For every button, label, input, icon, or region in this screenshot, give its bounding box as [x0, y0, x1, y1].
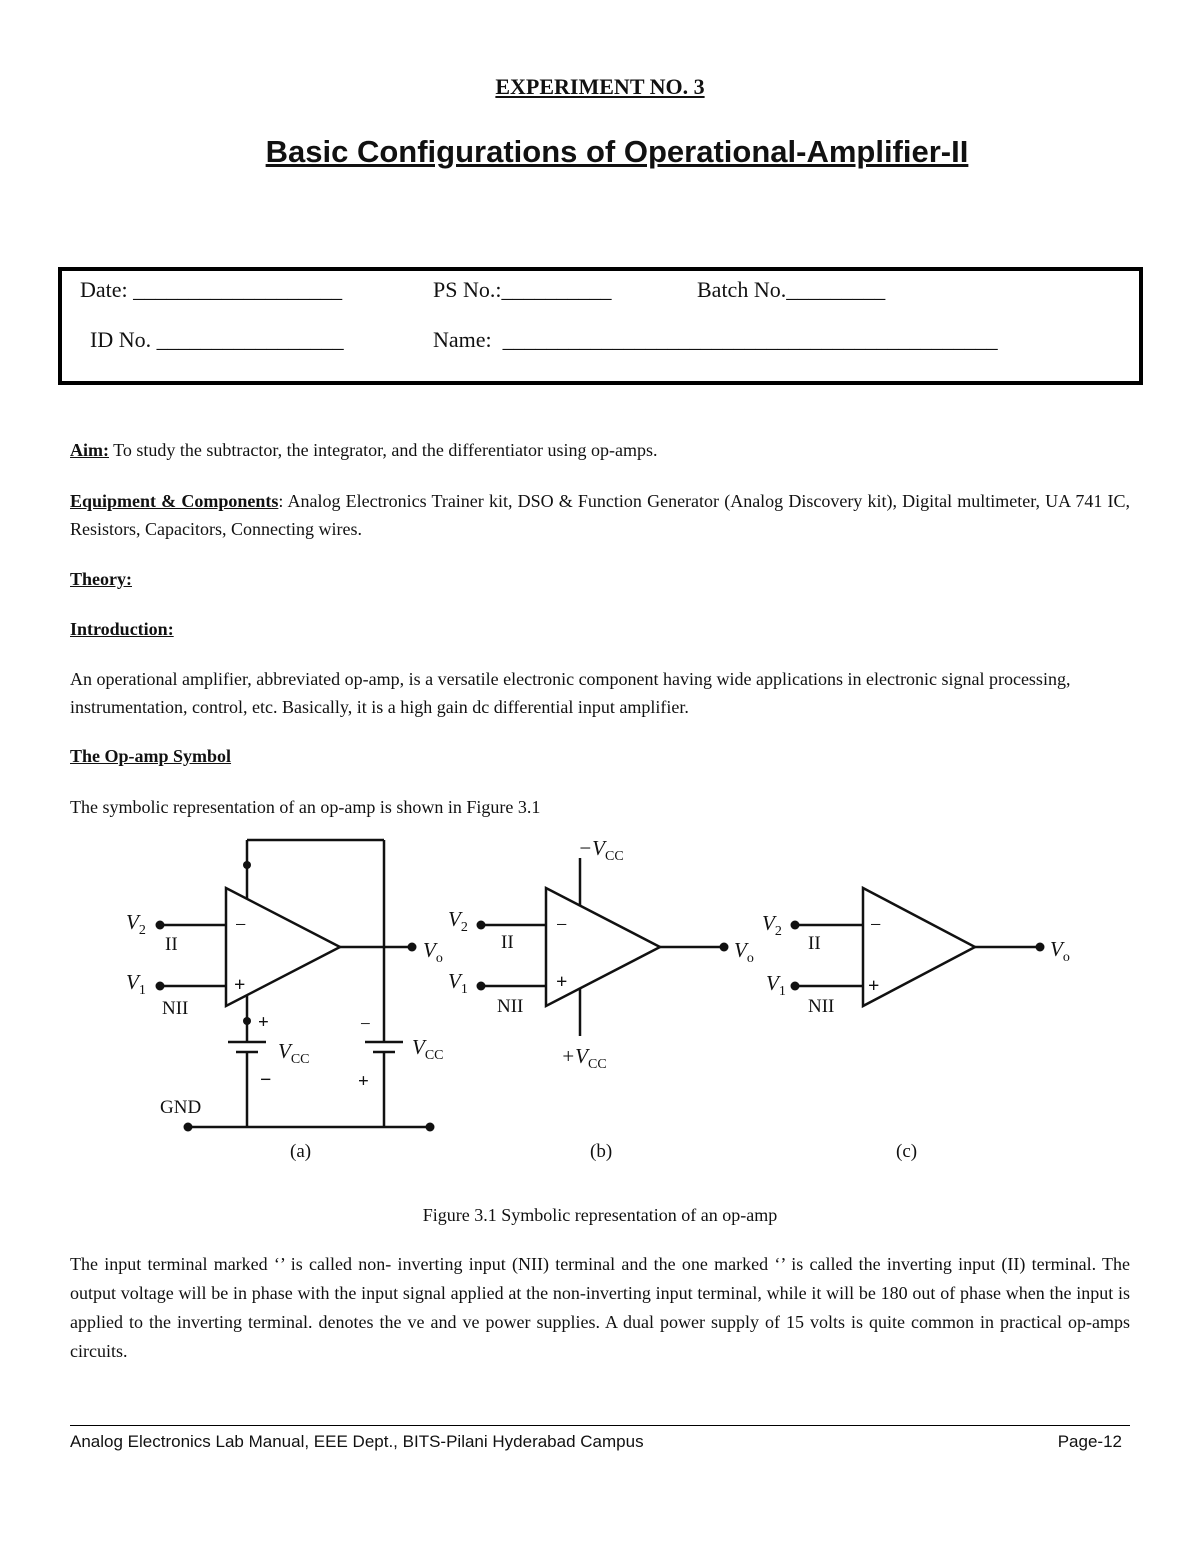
- aim-heading: Aim:: [70, 440, 109, 460]
- theory-heading: Theory:: [70, 569, 132, 589]
- c-ii-label: II: [808, 933, 821, 954]
- theory-heading-block: [70, 565, 1130, 593]
- c-v2-label: $V_2$: [762, 911, 782, 939]
- b-vo-label: $V_o$: [734, 938, 754, 966]
- terminal-dot: [156, 921, 165, 930]
- aim-text: To study the subtractor, the integrator, and the differentiator using op-amps.: [109, 440, 658, 460]
- introduction-heading-block: [70, 615, 1130, 643]
- symbol-intro-text: The symbolic representation of an op-amp is shown in Figure 3.1: [70, 797, 541, 817]
- junction-dot: [243, 1017, 251, 1025]
- page-number: Page-12: [1057, 1432, 1122, 1451]
- footer-left-text: Analog Electronics Lab Manual, EEE Dept., BITS-Pilani Hyderabad Campus: [70, 1432, 644, 1451]
- symbol-heading-block: [70, 742, 1130, 770]
- c-vo-label: $V_o$: [1050, 937, 1070, 965]
- c-plus-sign: +: [868, 975, 880, 997]
- b-v1-label: $V_1$: [448, 969, 468, 997]
- terminal-dot: [477, 982, 486, 991]
- ps-no-field: PS No.:__________: [433, 277, 612, 302]
- figure-caption: Figure 3.1 Symbolic representation of an op-amp: [422, 1205, 778, 1225]
- description-paragraph: The input terminal marked ‘’ is called non- inverting input (NII) terminal and the one marked ‘’ is called the inverting input (II) terminal. The output voltage will be in phase with the input signal applied at the non-inverting input terminal, while it will be 180 out of phase when the input is applied to the inverting terminal. denotes the ve and ve power supplies. A dual power supply of 15 volts is quite common in practical op-amps circuits.: [70, 1254, 1130, 1361]
- a-batt-left-minus: −: [260, 1069, 272, 1091]
- a-nii-label: NII: [162, 998, 189, 1019]
- terminal-dot: [156, 982, 165, 991]
- aim-paragraph: [70, 436, 1130, 464]
- a-vcc-right-label: $V_{CC}$: [412, 1035, 444, 1063]
- terminal-dot: [426, 1123, 435, 1132]
- b-ii-label: II: [501, 932, 514, 953]
- b-plus-sign: +: [556, 971, 568, 993]
- b-neg-supply-label: $-V_{CC}$: [578, 836, 624, 864]
- equipment-heading: Equipment & Components: [70, 491, 279, 511]
- figure-c-circuit: [795, 888, 1040, 1006]
- a-batt-right-minus: −: [360, 1014, 371, 1035]
- a-vcc-left-label: $V_{CC}$: [278, 1039, 310, 1067]
- introduction-paragraph: An operational amplifier, abbreviated op-amp, is a versatile electronic component having wide applications in electronic signal processing, instrumentation, control, etc. Basically, it is a high gain dc differential input amplifier.: [70, 669, 1071, 717]
- a-figure-label: (a): [290, 1141, 312, 1162]
- introduction-heading: Introduction:: [70, 619, 174, 639]
- b-nii-label: NII: [497, 996, 524, 1017]
- figure-a-circuit: [160, 840, 430, 1127]
- equipment-text: : Analog Electronics Trainer kit, DSO & Function Generator (Analog Discovery kit), Digital multimeter, UA 741 IC, Resistors, Capacitors, Connecting wires.: [70, 491, 1130, 539]
- terminal-dot: [791, 921, 800, 930]
- terminal-dot: [408, 943, 417, 952]
- c-figure-label: (c): [896, 1141, 918, 1162]
- terminal-dot: [477, 921, 486, 930]
- experiment-number: EXPERIMENT NO. 3: [495, 74, 705, 99]
- footer-divider: [70, 1425, 1130, 1426]
- b-pos-supply-label: $+V_{CC}$: [561, 1044, 607, 1072]
- c-v1-label: $V_1$: [766, 971, 786, 999]
- a-v1-label: $V_1$: [126, 970, 146, 998]
- b-figure-label: (b): [590, 1141, 613, 1162]
- opamp-c-triangle: [863, 888, 975, 1006]
- student-info-box: [58, 267, 1143, 385]
- equipment-paragraph: [70, 487, 1130, 543]
- id-no-field: ID No. _________________: [90, 327, 344, 352]
- terminal-dot: [1036, 943, 1045, 952]
- name-field: Name: _____________________________________________: [433, 327, 998, 352]
- terminal-dot: [791, 982, 800, 991]
- terminal-dot: [184, 1123, 193, 1132]
- a-minus-sign: −: [235, 914, 247, 936]
- c-minus-sign: −: [870, 914, 882, 936]
- terminal-dot: [720, 943, 729, 952]
- date-field: Date: ___________________: [80, 277, 343, 302]
- op-amp-figure: [0, 830, 1200, 1170]
- batch-no-field: Batch No._________: [697, 277, 886, 302]
- a-v2-label: $V_2$: [126, 910, 146, 938]
- symbol-heading: The Op-amp Symbol: [70, 746, 232, 766]
- a-batt-right-plus: +: [358, 1071, 369, 1092]
- a-batt-left-plus: +: [258, 1012, 269, 1033]
- a-vo-label: $V_o$: [423, 938, 443, 966]
- junction-dot: [243, 861, 251, 869]
- b-v2-label: $V_2$: [448, 907, 468, 935]
- a-plus-sign: +: [234, 974, 246, 996]
- c-nii-label: NII: [808, 996, 835, 1017]
- document-title: Basic Configurations of Operational-Amplifier-II: [265, 134, 969, 169]
- a-ii-label: II: [165, 934, 178, 955]
- b-minus-sign: −: [556, 914, 568, 936]
- a-gnd-label: GND: [160, 1097, 202, 1118]
